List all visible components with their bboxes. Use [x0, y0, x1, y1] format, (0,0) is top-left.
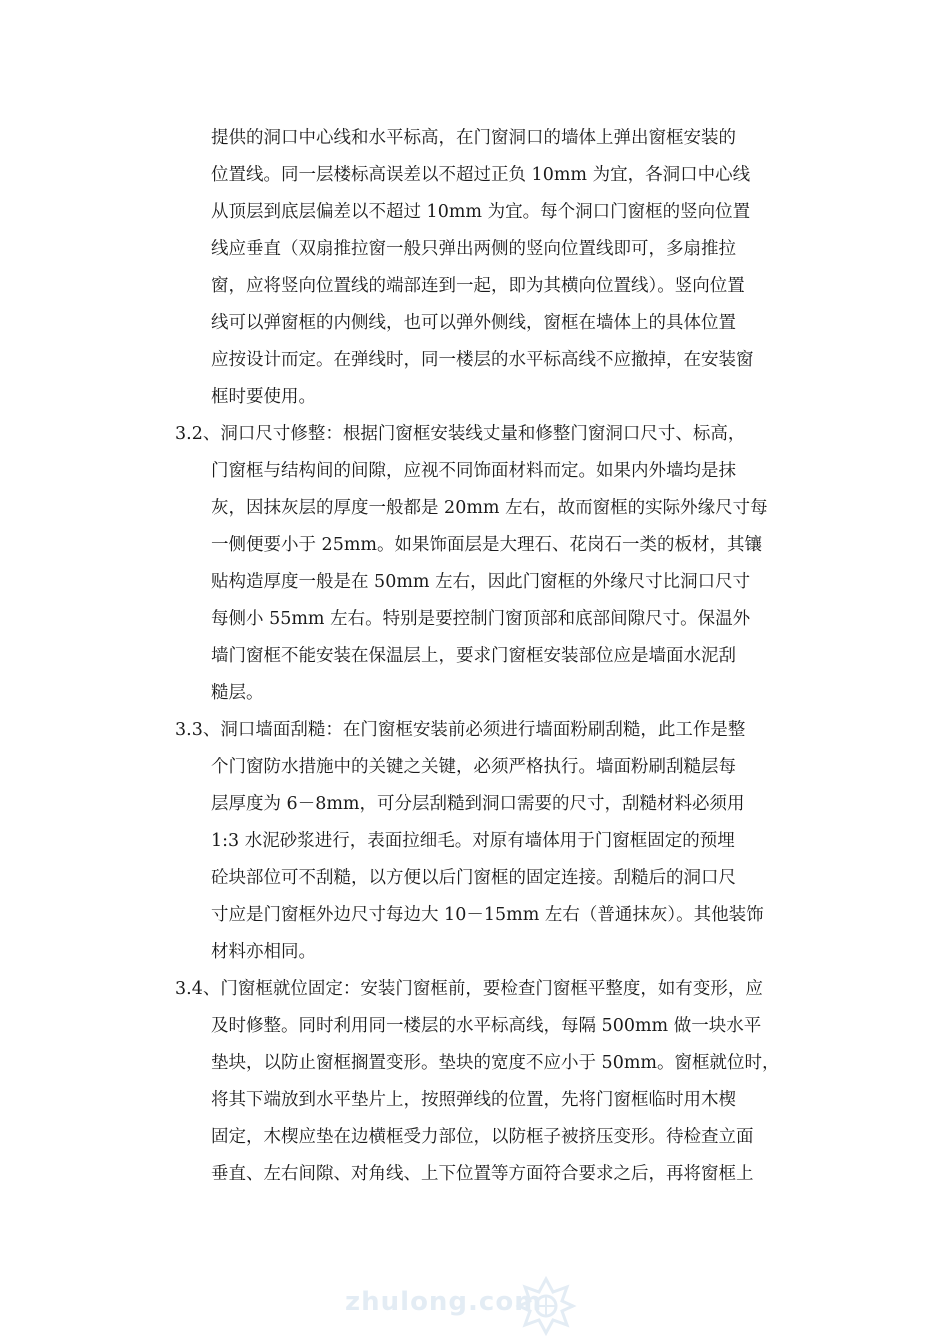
- text-line: 寸应是门窗框外边尺寸每边大 10－15mm 左右（普通抹灰）。其他装饰: [211, 905, 764, 925]
- watermark-text: zhulong.com: [345, 1287, 543, 1317]
- text-line: 门窗框与结构间的间隙，应视不同饰面材料而定。如果内外墙均是抹: [211, 461, 736, 481]
- text-line: 垫块，以防止窗框搁置变形。垫块的宽度不应小于 50mm。窗框就位时，: [211, 1053, 780, 1073]
- text-line: 墙门窗框不能安装在保温层上，要求门窗框安装部位应是墙面水泥刮: [211, 646, 736, 666]
- text-line: 框时要使用。: [211, 387, 316, 407]
- text-line: 线应垂直（双扇推拉窗一般只弹出两侧的竖向位置线即可，多扇推拉: [211, 239, 736, 259]
- text-line: 固定，木楔应垫在边横框受力部位，以防框子被挤压变形。待检查立面: [211, 1127, 754, 1147]
- text-line: 每侧小 55mm 左右。特别是要控制门窗顶部和底部间隙尺寸。保温外: [211, 609, 751, 629]
- text-line: 将其下端放到水平垫片上，按照弹线的位置，先将门窗框临时用木楔: [211, 1090, 736, 1110]
- section-heading-line: 3.3、洞口墙面刮糙：在门窗框安装前必须进行墙面粉刷刮糙，此工作是整: [175, 720, 746, 740]
- section-heading-line: 3.4、门窗框就位固定：安装门窗框前，要检查门窗框平整度，如有变形，应: [175, 979, 763, 999]
- text-line: 层厚度为 6－8mm，可分层刮糙到洞口需要的尺寸，刮糙材料必须用: [211, 794, 745, 814]
- text-line: 贴构造厚度一般是在 50mm 左右，因此门窗框的外缘尺寸比洞口尺寸: [211, 572, 751, 592]
- section-heading-line: 3.2、洞口尺寸修整：根据门窗框安装线丈量和修整门窗洞口尺寸、标高，: [175, 424, 746, 444]
- text-line: 位置线。同一层楼标高误差以不超过正负 10mm 为宜，各洞口中心线: [211, 165, 751, 185]
- text-line: 应按设计而定。在弹线时，同一楼层的水平标高线不应撤掉，在安装窗: [211, 350, 754, 370]
- text-line: 及时修整。同时利用同一楼层的水平标高线，每隔 500mm 做一块水平: [211, 1016, 762, 1036]
- text-line: 个门窗防水措施中的关键之关键，必须严格执行。墙面粉刷刮糙层每: [211, 757, 736, 777]
- text-line: 砼块部位可不刮糙，以方便以后门窗框的固定连接。刮糙后的洞口尺: [211, 868, 736, 888]
- text-line: 材料亦相同。: [211, 942, 316, 962]
- text-line: 垂直、左右间隙、对角线、上下位置等方面符合要求之后，再将窗框上: [211, 1164, 754, 1184]
- snowflake-logo-icon: [515, 1275, 577, 1337]
- text-line: 线可以弹窗框的内侧线，也可以弹外侧线，窗框在墙体上的具体位置: [211, 313, 736, 333]
- text-line: 灰，因抹灰层的厚度一般都是 20mm 左右，故而窗框的实际外缘尺寸每: [211, 498, 768, 518]
- text-line: 提供的洞口中心线和水平标高，在门窗洞口的墙体上弹出窗框安装的: [211, 128, 736, 148]
- watermark: [345, 1275, 605, 1335]
- text-line: 窗，应将竖向位置线的端部连到一起，即为其横向位置线）。竖向位置: [211, 276, 745, 296]
- text-line: 1:3 水泥砂浆进行，表面拉细毛。对原有墙体用于门窗框固定的预埋: [211, 831, 735, 851]
- text-line: 从顶层到底层偏差以不超过 10mm 为宜。每个洞口门窗框的竖向位置: [211, 202, 751, 222]
- text-line: 一侧便要小于 25mm。如果饰面层是大理石、花岗石一类的板材，其镶: [211, 535, 763, 555]
- text-line: 糙层。: [211, 683, 264, 703]
